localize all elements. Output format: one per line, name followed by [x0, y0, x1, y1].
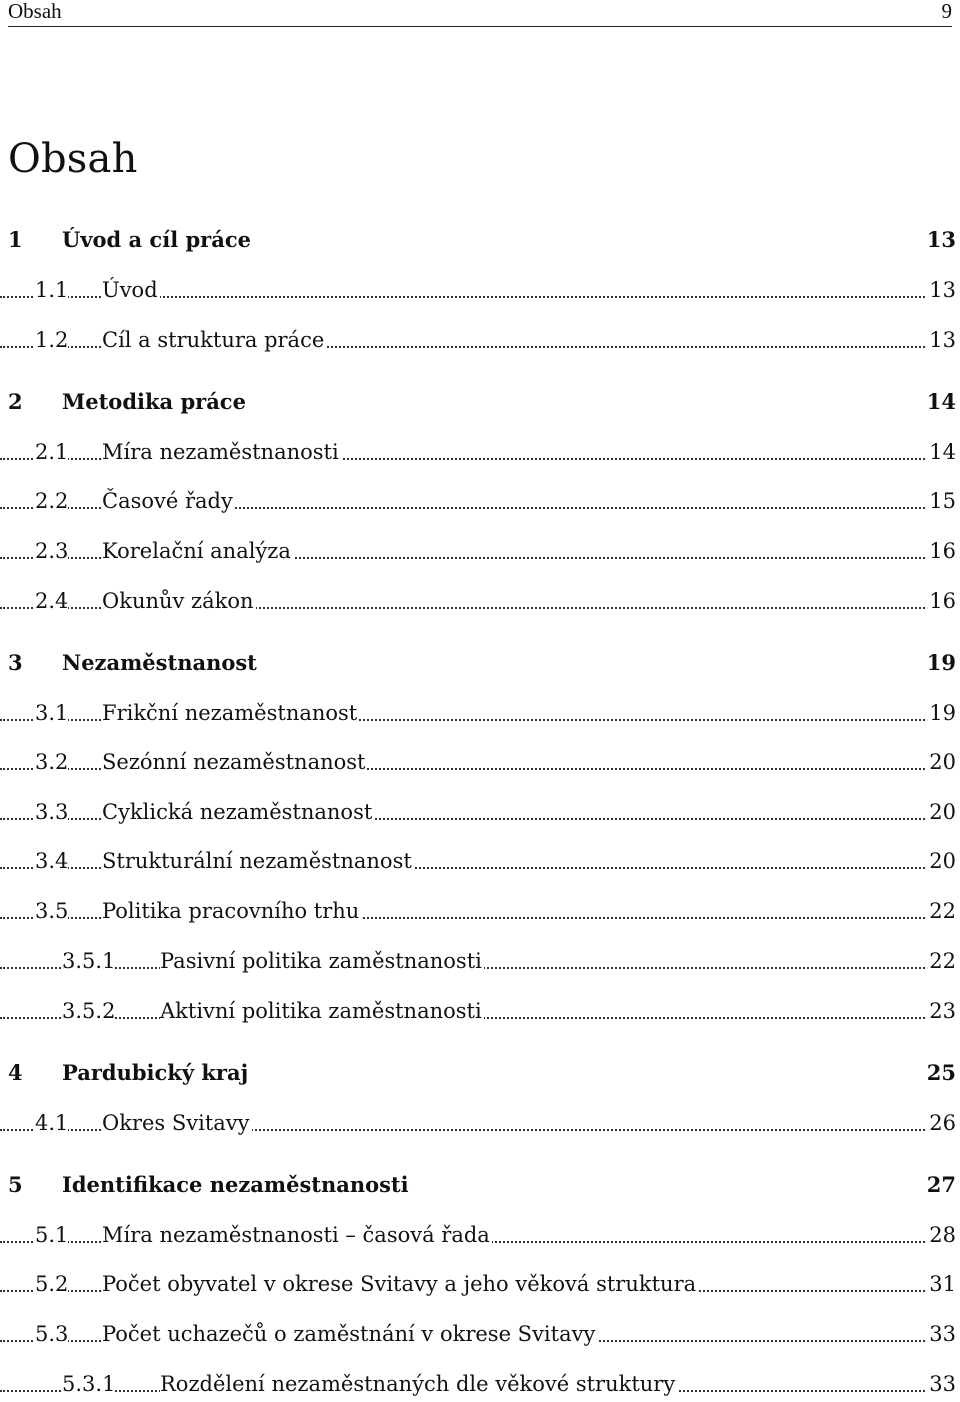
toc-entry-title: Míra nezaměstnanosti – časová řada: [102, 1217, 492, 1253]
toc-entry-title: Identifikace nezaměstnanosti: [62, 1167, 411, 1203]
toc-entry-page: 33: [927, 1316, 956, 1352]
toc-entry[interactable]: [0, 843, 960, 879]
toc-entry-title: Cyklická nezaměstnanost: [102, 794, 374, 830]
toc-entry-number: 3.1: [35, 695, 68, 731]
toc-entry-page: 26: [927, 1105, 956, 1141]
toc-entry[interactable]: [0, 695, 960, 731]
toc-entry-page: 13: [927, 272, 956, 308]
toc-entry-page: 13: [925, 222, 956, 258]
toc-entry-title: Metodika práce: [62, 384, 248, 420]
toc-entry-number: 3.2: [35, 744, 68, 780]
toc-entry-title: Pardubický kraj: [62, 1055, 250, 1091]
toc-entry-number: 3.5.1: [62, 943, 115, 979]
toc-entry-number: 3: [8, 645, 23, 681]
toc-entry-page: 28: [927, 1217, 956, 1253]
toc-entry-number: 3.4: [35, 843, 68, 879]
toc-entry-page: 19: [927, 695, 956, 731]
toc-entry-title: Sezónní nezaměstnanost: [102, 744, 367, 780]
toc-entry-title: Rozdělení nezaměstnaných dle věkové struktury: [160, 1366, 677, 1402]
header-section-title: Obsah: [8, 0, 62, 23]
toc-entry-title: Cíl a struktura práce: [102, 322, 326, 358]
toc-entry[interactable]: [0, 322, 960, 358]
header-page-number: 9: [941, 0, 952, 23]
toc-entry-page: 20: [927, 744, 956, 780]
toc-entry-page: 19: [925, 645, 956, 681]
toc-entry-page: 22: [927, 943, 956, 979]
toc-entry-title: Úvod a cíl práce: [62, 222, 253, 258]
toc-entry[interactable]: [0, 1316, 960, 1352]
toc-entry-page: 33: [927, 1366, 956, 1402]
toc-entry[interactable]: [0, 943, 960, 979]
toc-entry-title: Frikční nezaměstnanost: [102, 695, 359, 731]
toc-entry-title: Počet obyvatel v okrese Svitavy a jeho věková struktura: [102, 1266, 698, 1302]
toc-entry-number: 5: [8, 1167, 23, 1203]
toc-entry[interactable]: [0, 1167, 960, 1203]
toc-entry-number: 1.2: [35, 322, 68, 358]
toc-entry-page: 20: [927, 843, 956, 879]
toc-entry[interactable]: [0, 583, 960, 619]
running-header: [8, 0, 952, 27]
toc-entry-title: Aktivní politika zaměstnanosti: [160, 993, 484, 1029]
toc-entry-page: 14: [927, 434, 956, 470]
toc-entry-title: Nezaměstnanost: [62, 645, 259, 681]
toc-entry[interactable]: [0, 483, 960, 519]
toc-entry[interactable]: [0, 645, 960, 681]
toc-entry[interactable]: [0, 744, 960, 780]
toc-entry-title: Korelační analýza: [102, 533, 293, 569]
toc-entry[interactable]: [0, 1055, 960, 1091]
toc-entry-page: 14: [925, 384, 956, 420]
toc-entry-number: 5.3.1: [62, 1366, 115, 1402]
toc-entry-title: Strukturální nezaměstnanost: [102, 843, 414, 879]
toc-entry-title: Míra nezaměstnanosti: [102, 434, 341, 470]
toc-entry-title: Úvod: [102, 272, 160, 308]
toc-entry-page: 25: [925, 1055, 956, 1091]
toc-entry[interactable]: [0, 272, 960, 308]
toc-entry[interactable]: [0, 384, 960, 420]
toc-entry-title: Počet uchazečů o zaměstnání v okrese Svitavy: [102, 1316, 597, 1352]
toc-entry[interactable]: [0, 893, 960, 929]
toc-entry-title: Politika pracovního trhu: [102, 893, 361, 929]
toc-entry-number: 1: [8, 222, 23, 258]
toc-entry[interactable]: [0, 1366, 960, 1402]
toc-entry[interactable]: [0, 1266, 960, 1302]
toc-entry-page: 23: [927, 993, 956, 1029]
toc-entry-number: 4.1: [35, 1105, 68, 1141]
toc-entry[interactable]: [0, 993, 960, 1029]
toc-entry-number: 3.5.2: [62, 993, 115, 1029]
toc-entry-number: 2: [8, 384, 23, 420]
toc-entry-number: 2.4: [35, 583, 68, 619]
toc-entry[interactable]: [0, 434, 960, 470]
toc-entry[interactable]: [0, 1217, 960, 1253]
toc-entry-number: 5.3: [35, 1316, 68, 1352]
toc-entry[interactable]: [0, 794, 960, 830]
toc-entry-page: 16: [927, 583, 956, 619]
toc-entry-page: 27: [925, 1167, 956, 1203]
toc-entry-number: 5.1: [35, 1217, 68, 1253]
toc-entry[interactable]: [0, 1105, 960, 1141]
toc-entry-title: Pasivní politika zaměstnanosti: [160, 943, 484, 979]
toc-entry-page: 13: [927, 322, 956, 358]
toc-entry-page: 15: [927, 483, 956, 519]
toc-entry-page: 31: [927, 1266, 956, 1302]
toc-entry-number: 4: [8, 1055, 23, 1091]
toc-entry-title: Okres Svitavy: [102, 1105, 252, 1141]
toc-entry[interactable]: [0, 533, 960, 569]
toc-entry-number: 2.2: [35, 483, 68, 519]
toc-entry-number: 2.1: [35, 434, 68, 470]
toc-entry-page: 22: [927, 893, 956, 929]
page-title: Obsah: [8, 136, 138, 182]
toc-entry-number: 1.1: [35, 272, 68, 308]
toc-entry[interactable]: [0, 222, 960, 258]
toc-entry-number: 5.2: [35, 1266, 68, 1302]
toc-entry-title: Časové řady: [102, 483, 235, 519]
toc-entry-number: 2.3: [35, 533, 68, 569]
toc-entry-page: 16: [927, 533, 956, 569]
toc-entry-number: 3.5: [35, 893, 68, 929]
toc-entry-title: Okunův zákon: [102, 583, 256, 619]
toc-entry-page: 20: [927, 794, 956, 830]
toc-entry-number: 3.3: [35, 794, 68, 830]
